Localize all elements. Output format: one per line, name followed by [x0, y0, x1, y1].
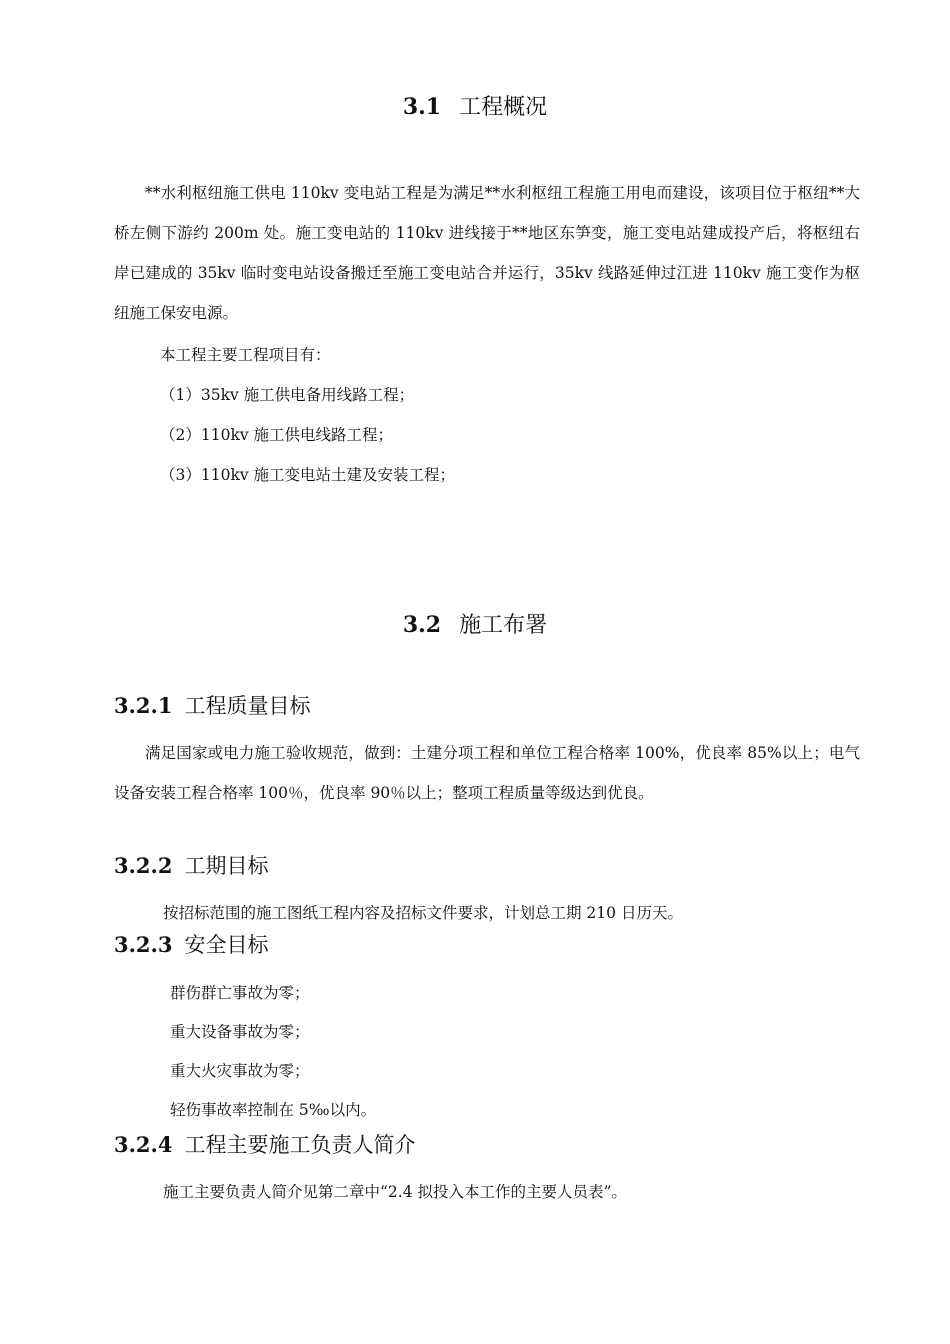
heading-number: 3.1 — [402, 94, 442, 120]
quality-paragraph: 满足国家或电力施工验收规范，做到：土建分项工程和单位工程合格率 100%，优良率 85%以上；电气设备安装工程合格率 100％，优良率 90％以上；整项工程质量等级达到优良。 — [114, 744, 860, 802]
heading-3-2-1 — [114, 692, 310, 720]
heading-title: 工程质量目标 — [184, 694, 311, 718]
heading-title: 安全目标 — [184, 933, 269, 957]
schedule-text: 按招标范围的施工图纸工程内容及招标文件要求，计划总工期 210 日历天。 — [163, 904, 683, 922]
project-list-intro: 本工程主要工程项目有： — [160, 346, 331, 364]
safety-item: 群伤群亡事故为零； — [170, 984, 310, 1002]
heading-title: 施工布署 — [459, 613, 548, 638]
safety-item: 重大火灾事故为零； — [170, 1062, 310, 1080]
project-list-item: （2）110kv 施工供电线路工程； — [160, 426, 394, 444]
personnel-text: 施工主要负责人简介见第二章中“2.4 拟投入本工作的主要人员表”。 — [163, 1183, 627, 1201]
heading-3-2-2 — [114, 852, 268, 880]
heading-number: 3.2 — [402, 612, 442, 638]
heading-3-2 — [0, 610, 950, 641]
heading-number: 3.2.3 — [114, 932, 173, 957]
project-list-item: （3）110kv 施工变电站土建及安装工程； — [160, 466, 456, 484]
project-list-item: （1）35kv 施工供电备用线路工程； — [160, 386, 415, 404]
safety-item: 重大设备事故为零； — [170, 1023, 310, 1041]
heading-3-2-4 — [114, 1131, 415, 1159]
heading-title: 工程主要施工负责人简介 — [184, 1133, 416, 1157]
heading-number: 3.2.4 — [114, 1132, 173, 1157]
heading-title: 工期目标 — [184, 854, 269, 878]
safety-item: 轻伤事故率控制在 5‰以内。 — [170, 1101, 377, 1119]
heading-3-2-3 — [114, 931, 268, 959]
heading-number: 3.2.1 — [114, 693, 173, 718]
heading-number: 3.2.2 — [114, 853, 173, 878]
heading-3-1 — [0, 92, 950, 123]
overview-paragraph: **水利枢纽施工供电 110kv 变电站工程是为满足**水利枢纽工程施工用电而建设，该项目位于枢纽**大桥左侧下游约 200m 处。施工变电站的 110kv 进线接于**地区东笋变，施工变电站建成投产后，将枢纽右岸已建成的 35kv 临时变电站设备搬迁至施工变电站合并运行，35kv 线路延伸过江进 110kv 施工变作为枢纽施工保安电源。 — [114, 184, 860, 322]
heading-title: 工程概况 — [459, 95, 548, 120]
